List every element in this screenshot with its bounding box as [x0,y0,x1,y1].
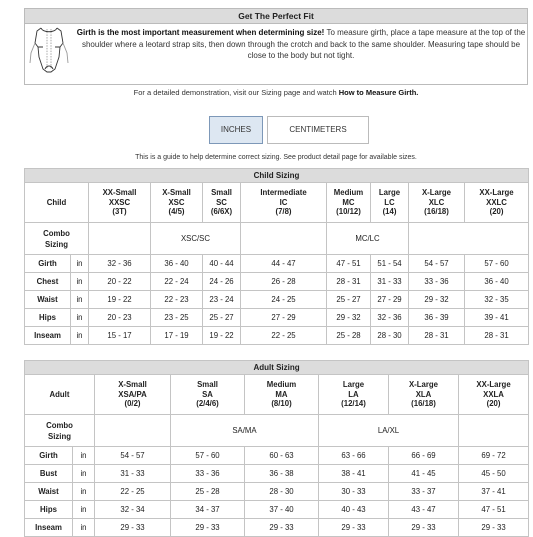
adult-size-column-header [319,375,389,415]
child-size-header-line: Intermediate [260,188,307,198]
child-size-column-header [89,183,151,223]
child-size-header-line: XLC [428,197,445,207]
adult-row-value: 66 - 69 [389,447,459,465]
child-row-value: 19 - 22 [89,291,151,309]
adult-combo-empty-1 [95,415,171,447]
child-row-value: 23 - 24 [203,291,241,309]
child-row-label: Chest [25,273,71,291]
child-sizing-title: Child Sizing [25,169,529,183]
girth-instructions [75,27,527,62]
child-combo-empty-1 [89,223,151,255]
child-size-header-line: Large [378,188,401,198]
adult-row-value: 40 - 43 [319,501,389,519]
child-size-header-line: (3T) [112,207,127,217]
child-size-column-header [203,183,241,223]
adult-row-value: 29 - 33 [389,519,459,537]
how-to-measure-girth-link[interactable]: How to Measure Girth. [338,88,419,97]
child-size-header-line: SC [216,197,227,207]
child-measure-row [25,255,529,273]
child-row-value: 29 - 32 [327,309,371,327]
adult-row-value: 33 - 37 [389,483,459,501]
child-row-value: 36 - 40 [465,273,529,291]
adult-combo-la-xl: LA/XL [319,415,459,447]
sizing-guide-note: This is a guide to help determine correct sizing. See product detail page for available sizes. [135,154,417,161]
adult-size-header-line: XXLA [483,389,504,399]
child-size-header-line: X-Small [162,188,191,198]
adult-size-header-line: (0/2) [124,399,141,409]
leotard-girth-diagram-icon [25,25,73,83]
adult-row-unit: in [73,465,95,483]
adult-label: Adult [25,375,95,415]
adult-row-value: 29 - 33 [245,519,319,537]
child-size-header-line: (20) [489,207,504,217]
adult-row-value: 32 - 34 [95,501,171,519]
child-row-label: Hips [25,309,71,327]
adult-row-unit: in [73,501,95,519]
child-row-value: 25 - 27 [327,291,371,309]
adult-combo-sa-ma: SA/MA [171,415,319,447]
child-row-value: 20 - 22 [89,273,151,291]
child-row-value: 15 - 17 [89,327,151,345]
adult-row-value: 29 - 33 [319,519,389,537]
child-row-value: 28 - 31 [465,327,529,345]
child-row-value: 32 - 36 [89,255,151,273]
adult-row-value: 69 - 72 [459,447,529,465]
girth-instructions-body: To measure girth, place a tape measure at the top of the shoulder where a leotard strap sits, then down through the crotch and back to the same shoulder. Measuring tape should be close to the body but not tight. [81,28,526,60]
child-row-value: 32 - 36 [371,309,409,327]
child-row-value: 28 - 30 [371,327,409,345]
child-row-value: 22 - 23 [151,291,203,309]
child-size-column-header [151,183,203,223]
adult-row-unit: in [73,519,95,537]
adult-size-column-header [459,375,529,415]
child-row-label: Waist [25,291,71,309]
child-size-header-line: (7/8) [275,207,292,217]
child-row-value: 39 - 41 [465,309,529,327]
child-size-column-header [409,183,465,223]
adult-row-label: Girth [25,447,73,465]
adult-size-header-line: Large [342,380,365,390]
adult-row-value: 33 - 36 [171,465,245,483]
child-size-header-line: XXLC [486,197,507,207]
adult-size-header-line: XSA/PA [118,389,147,399]
child-row-value: 57 - 60 [465,255,529,273]
child-row-value: 40 - 44 [203,255,241,273]
adult-row-value: 38 - 41 [319,465,389,483]
child-row-value: 44 - 47 [241,255,327,273]
adult-measure-row [25,519,529,537]
adult-sizing-table [24,360,529,537]
child-size-header-line: XX-Small [102,188,137,198]
demo-note [24,88,528,97]
child-combo-xsc-sc: XSC/SC [151,223,241,255]
child-row-value: 25 - 27 [203,309,241,327]
child-size-column-header [327,183,371,223]
child-row-value: 24 - 26 [203,273,241,291]
adult-combo-label [25,415,95,447]
adult-measure-row [25,483,529,501]
adult-row-value: 29 - 33 [459,519,529,537]
adult-row-value: 34 - 37 [171,501,245,519]
child-row-unit: in [71,273,89,291]
adult-row-value: 37 - 41 [459,483,529,501]
adult-measure-row [25,465,529,483]
child-row-label: Girth [25,255,71,273]
child-row-value: 28 - 31 [409,327,465,345]
child-size-header-line: (16/18) [424,207,449,217]
child-row-value: 27 - 29 [241,309,327,327]
adult-row-unit: in [73,447,95,465]
adult-row-value: 36 - 38 [245,465,319,483]
child-combo-label-line1: Combo [43,228,70,238]
adult-size-column-header [245,375,319,415]
adult-row-value: 60 - 63 [245,447,319,465]
child-combo-label [25,223,89,255]
adult-row-value: 41 - 45 [389,465,459,483]
adult-measure-row [25,501,529,519]
adult-size-column-header [389,375,459,415]
adult-size-header-line: Small [197,380,218,390]
adult-size-header-line: (8/10) [271,399,292,409]
adult-row-value: 63 - 66 [319,447,389,465]
adult-size-header-line: X-Small [118,380,147,390]
child-measure-row [25,291,529,309]
child-row-value: 19 - 22 [203,327,241,345]
child-row-value: 36 - 39 [409,309,465,327]
adult-row-label: Bust [25,465,73,483]
adult-size-header-line: SA [202,389,213,399]
child-size-column-header [465,183,529,223]
adult-row-value: 25 - 28 [171,483,245,501]
child-combo-empty-3 [409,223,529,255]
adult-row-value: 57 - 60 [171,447,245,465]
child-combo-label-line2: Sizing [45,239,68,249]
inches-button[interactable]: INCHES [209,116,263,144]
adult-sizing-title: Adult Sizing [25,361,529,375]
child-size-header-line: XXSC [108,197,131,207]
child-row-value: 22 - 24 [151,273,203,291]
child-size-header-line: XX-Large [479,188,514,198]
demo-prefix: For a detailed demonstration, visit our Sizing page and watch [133,88,339,97]
centimeters-button[interactable]: CENTIMETERS [267,116,369,144]
adult-combo-label-line1: Combo [46,420,73,430]
child-row-value: 31 - 33 [371,273,409,291]
adult-combo-empty-2 [459,415,529,447]
child-measure-row [25,309,529,327]
adult-row-value: 45 - 50 [459,465,529,483]
child-size-header-line: XSC [168,197,185,207]
adult-row-value: 28 - 30 [245,483,319,501]
adult-size-column-header [95,375,171,415]
child-row-value: 54 - 57 [409,255,465,273]
child-row-unit: in [71,255,89,273]
child-size-column-header [241,183,327,223]
child-row-value: 32 - 35 [465,291,529,309]
child-row-unit: in [71,327,89,345]
adult-measure-row [25,447,529,465]
adult-row-value: 43 - 47 [389,501,459,519]
child-row-value: 51 - 54 [371,255,409,273]
child-label: Child [25,183,89,223]
child-row-value: 23 - 25 [151,309,203,327]
child-size-header-line: X-Large [421,188,452,198]
sizing-chart-page [24,8,528,532]
perfect-fit-box [24,8,528,85]
child-size-header-line: IC [279,197,288,207]
adult-row-label: Inseam [25,519,73,537]
girth-lead: Girth is the most important measurement when determining size! [76,28,325,37]
child-row-value: 47 - 51 [327,255,371,273]
adult-size-column-header [171,375,245,415]
child-row-value: 22 - 25 [241,327,327,345]
child-row-unit: in [71,291,89,309]
adult-size-header-line: (20) [486,399,501,409]
child-size-header-line: Medium [333,188,364,198]
child-row-value: 36 - 40 [151,255,203,273]
adult-row-value: 37 - 40 [245,501,319,519]
adult-row-value: 29 - 33 [95,519,171,537]
child-row-label: Inseam [25,327,71,345]
adult-row-value: 47 - 51 [459,501,529,519]
adult-row-value: 31 - 33 [95,465,171,483]
adult-row-label: Waist [25,483,73,501]
child-size-header-line: Small [211,188,232,198]
adult-row-label: Hips [25,501,73,519]
adult-size-header-line: (16/18) [411,399,436,409]
adult-row-unit: in [73,483,95,501]
child-size-header-line: LC [384,197,395,207]
child-row-value: 27 - 29 [371,291,409,309]
child-sizing-table [24,168,529,345]
adult-size-header-line: MA [275,389,288,399]
adult-size-header-line: XLA [415,389,432,399]
adult-row-value: 29 - 33 [171,519,245,537]
child-size-header-line: (4/5) [168,207,185,217]
adult-size-header-line: Medium [266,380,297,390]
child-row-value: 17 - 19 [151,327,203,345]
child-row-unit: in [71,309,89,327]
child-row-value: 29 - 32 [409,291,465,309]
adult-row-value: 22 - 25 [95,483,171,501]
child-row-value: 33 - 36 [409,273,465,291]
child-row-value: 20 - 23 [89,309,151,327]
child-row-value: 26 - 28 [241,273,327,291]
child-measure-row [25,273,529,291]
adult-row-value: 30 - 33 [319,483,389,501]
adult-size-header-line: X-Large [408,380,439,390]
child-row-value: 28 - 31 [327,273,371,291]
perfect-fit-title: Get The Perfect Fit [25,9,527,24]
child-row-value: 24 - 25 [241,291,327,309]
child-combo-empty-2 [241,223,327,255]
child-size-header-line: MC [342,197,355,207]
child-measure-row [25,327,529,345]
child-row-value: 25 - 28 [327,327,371,345]
child-size-header-line: (6/6X) [210,207,233,217]
adult-size-header-line: XX-Large [476,380,511,390]
adult-size-header-line: (12/14) [341,399,366,409]
adult-combo-label-line2: Sizing [48,431,71,441]
child-combo-mc-lc: MC/LC [327,223,409,255]
adult-size-header-line: LA [348,389,359,399]
adult-row-value: 54 - 57 [95,447,171,465]
child-size-header-line: (10/12) [336,207,361,217]
child-size-header-line: (14) [382,207,397,217]
adult-size-header-line: (2/4/6) [196,399,219,409]
child-size-column-header [371,183,409,223]
